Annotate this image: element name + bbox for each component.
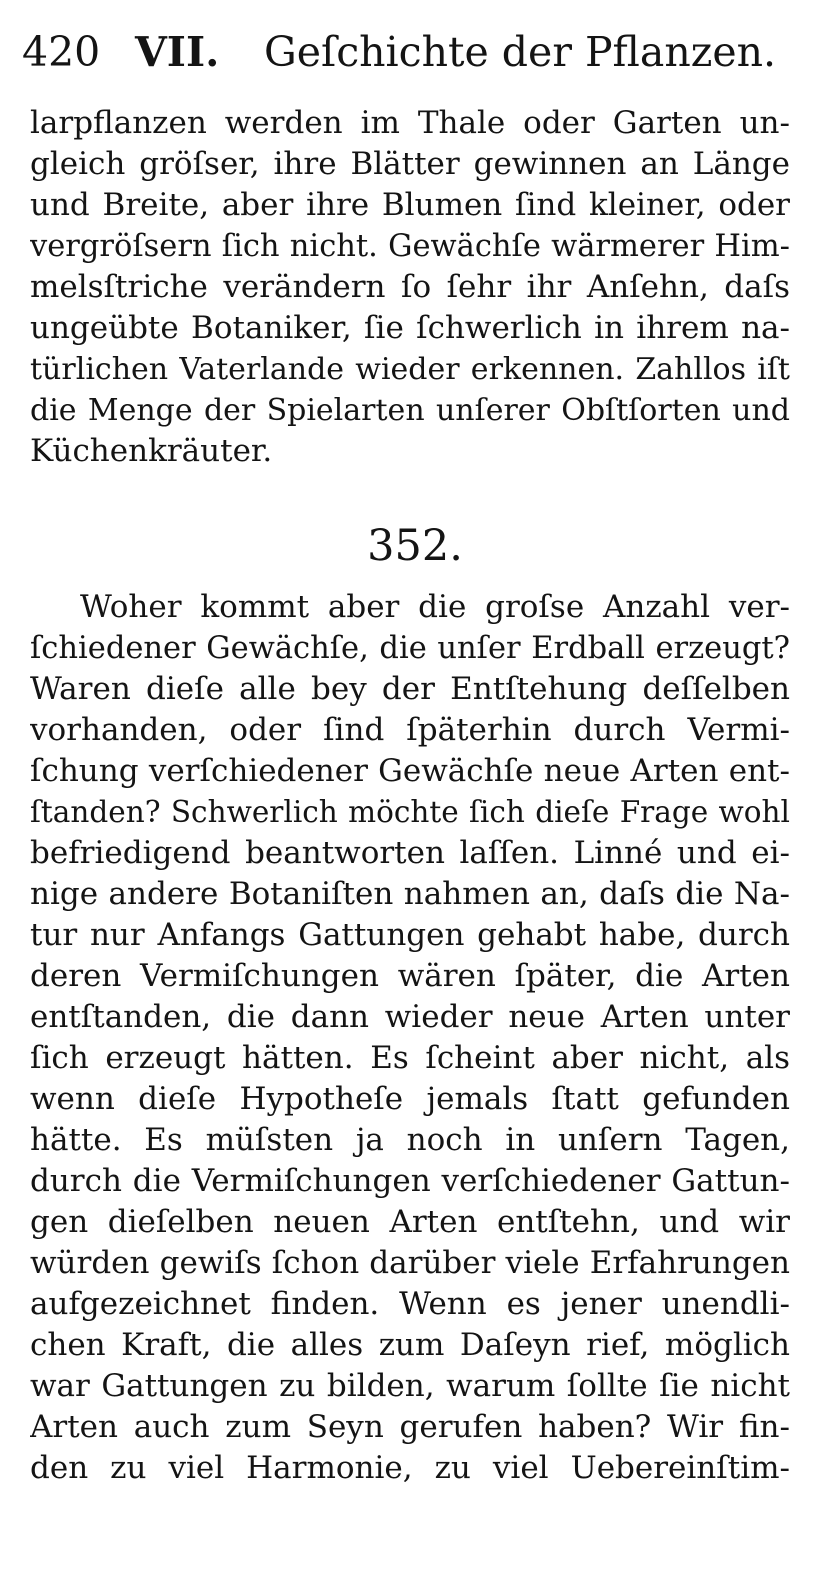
text-line: larpflanzen werden im Thale oder Garten un- — [30, 105, 790, 141]
text-line: nige andere Botaniſten nahmen an, daſs die Na- — [30, 876, 790, 912]
text-line: chen Kraft, die alles zum Daſeyn rief, möglich — [30, 1327, 790, 1363]
page-number: 420 — [22, 28, 101, 76]
text-line: vergröſsern ſich nicht. Gewächſe wärmerer Him- — [30, 229, 790, 264]
running-head — [22, 22, 812, 82]
text-line: ſich erzeugt hätten. Es ſcheint aber nicht, als — [30, 1040, 790, 1076]
text-line: befriedigend beantworten laſſen. Linné und ei- — [30, 835, 790, 871]
section-paragraph — [30, 587, 790, 1489]
text-line: tur nur Anfangs Gattungen gehabt habe, durch — [30, 917, 790, 953]
text-line: Küchenkräuter. — [30, 433, 273, 469]
text-line: den zu viel Harmonie, zu viel Uebereinſtim- — [30, 1450, 790, 1486]
section-number: 352. — [367, 521, 463, 571]
text-line: die Menge der Spielarten unſerer Obſtſorten und — [30, 393, 790, 428]
text-line: aufgezeichnet finden. Wenn es jener unendli- — [30, 1286, 790, 1322]
text-line: war Gattungen zu bilden, warum ſollte ſie nicht — [30, 1368, 790, 1404]
text-line: ungeübte Botaniker, ſie ſchwerlich in ihrem na- — [30, 310, 790, 346]
text-line: Woher kommt aber die groſse Anzahl ver- — [80, 589, 790, 625]
chapter-number: VII. — [135, 28, 220, 76]
continuation-paragraph — [30, 103, 790, 472]
text-line: wenn dieſe Hypotheſe jemals ſtatt gefunden — [30, 1081, 790, 1117]
text-line: gleich gröſser, ihre Blätter gewinnen an Länge — [30, 146, 790, 182]
text-line: ſchiedener Gewächſe, die unſer Erdball erzeugt? — [30, 631, 790, 666]
text-line: durch die Vermiſchungen verſchiedener Gattun- — [30, 1163, 790, 1199]
text-line: entſtanden, die dann wieder neue Arten unter — [30, 999, 790, 1035]
text-line: ſchung verſchiedener Gewächſe neue Arten ent- — [30, 753, 790, 789]
text-line: und Breite, aber ihre Blumen ſind kleiner, oder — [30, 187, 790, 223]
text-line: Waren dieſe alle bey der Entſtehung deſſelben — [30, 671, 790, 707]
text-line: türlichen Vaterlande wieder erkennen. Zahllos iſt — [30, 352, 790, 387]
text-line: melsſtriche verändern ſo ſehr ihr Anſehn, daſs — [30, 269, 790, 305]
text-line: hätte. Es müſsten ja noch in unſern Tagen, — [30, 1122, 790, 1158]
text-line: vorhanden, oder ſind ſpäterhin durch Vermi- — [30, 712, 790, 748]
text-line: gen dieſelben neuen Arten entſtehn, und wir — [30, 1204, 790, 1240]
chapter-title: Geſchichte der Pflanzen. — [264, 28, 777, 76]
text-line: Arten auch zum Seyn gerufen haben? Wir fin- — [30, 1409, 790, 1445]
text-line: ſtanden? Schwerlich möchte ſich dieſe Frage wohl — [30, 795, 790, 829]
text-line: würden gewiſs ſchon darüber viele Erfahrungen — [30, 1245, 790, 1281]
text-line: deren Vermiſchungen wären ſpäter, die Arten — [30, 958, 790, 994]
